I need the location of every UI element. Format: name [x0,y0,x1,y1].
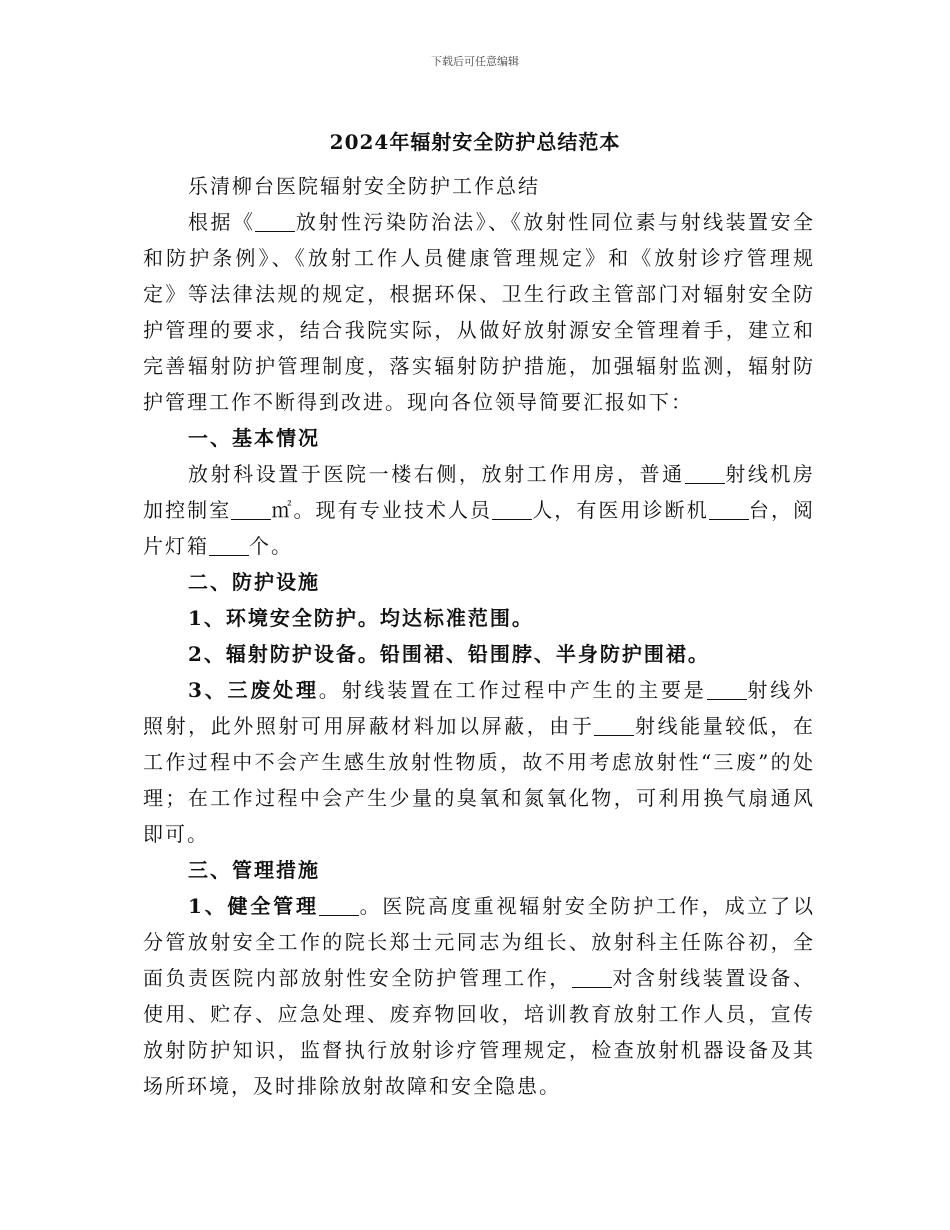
text-run: 射线能量较低，在工作过程中不会产生感生放射性物质，故不用考虑放射性“三废”的处理；在工作过程中会产生少量的臭氧和氮氧化物，可利用换气扇通风即可。 [143,714,816,846]
subtitle-paragraph: 乐清柳台医院辐射安全防护工作总结 [188,174,540,198]
subsection-1: 1、环境安全防护。均达标准范围。 [188,606,534,630]
text-run: 1、健全管理 [188,894,319,918]
text-run: 个。 [249,534,293,558]
blank-underline [231,499,271,520]
section-heading-2: 二、防护设施 [188,570,320,594]
blank-underline [319,895,359,916]
text-run: 台，阅片灯箱 [143,498,816,558]
blank-underline [572,967,612,988]
subsection-3 [143,672,815,852]
text-run: 放射科设置于医院一楼右侧，放射工作用房，普通 [188,462,685,486]
text-run: 根据《 [188,210,256,234]
document-title: 2024年辐射安全防护总结范本 [329,130,621,154]
text-run: 3、三废处理 [188,678,319,702]
blank-underline [594,715,634,736]
text-run: 射线外照射，此外照射可用屏蔽材料加以屏蔽，由于 [143,678,816,738]
blank-underline [685,463,725,484]
blank-underline [255,211,295,232]
blank-underline [707,679,747,700]
basic-info-paragraph [143,456,815,564]
text-run: 。射线装置在工作过程中产生的主要是 [318,678,707,702]
blank-underline [492,499,532,520]
text-run: 放射性污染防治法》、《放射性同位素与射线装置安全和防护条例》、《放射工作人员健康管理规定》和《放射诊疗管理规定》等法律法规的规定，根据环保、卫生行政主管部门对辐射安全防护管理的要求，结合我院实际，从做好放射源安全管理着手，建立和完善辐射防护管理制度，落实辐射防护措施，加强辐射监测，辐射防护管理工作不断得到改进。现向各位领导简要汇报如下： [143,210,816,414]
text-run: 射线机房加控制室 [143,462,816,522]
text-run: 人，有医用诊断机 [532,498,709,522]
document-body [143,168,815,1104]
section-heading-1: 一、基本情况 [188,426,320,450]
blank-underline [709,499,749,520]
section-heading-3: 三、管理措施 [188,858,320,882]
blank-underline [209,535,249,556]
management-paragraph [143,888,815,1104]
text-run: 对含射线装置设备、使用、贮存、应急处理、废弃物回收，培训教育放射工作人员，宣传放射防护知识，监督执行放射诊疗管理规定，检查放射机器设备及其场所环境，及时排除放射故障和安全隐患。 [143,966,816,1098]
text-run: ㎡。现有专业技术人员 [271,498,493,522]
intro-paragraph [143,204,815,420]
page-header: 下载后可任意编辑 [431,55,519,68]
subsection-2: 2、辐射防护设备。铅围裙、铅围脖、半身防护围裙。 [188,642,710,666]
text-run: 。医院高度重视辐射安全防护工作，成立了以分管放射安全工作的院长郑士元同志为组长、放射科主任陈谷初，全面负责医院内部放射性安全防护管理工作， [143,894,815,990]
